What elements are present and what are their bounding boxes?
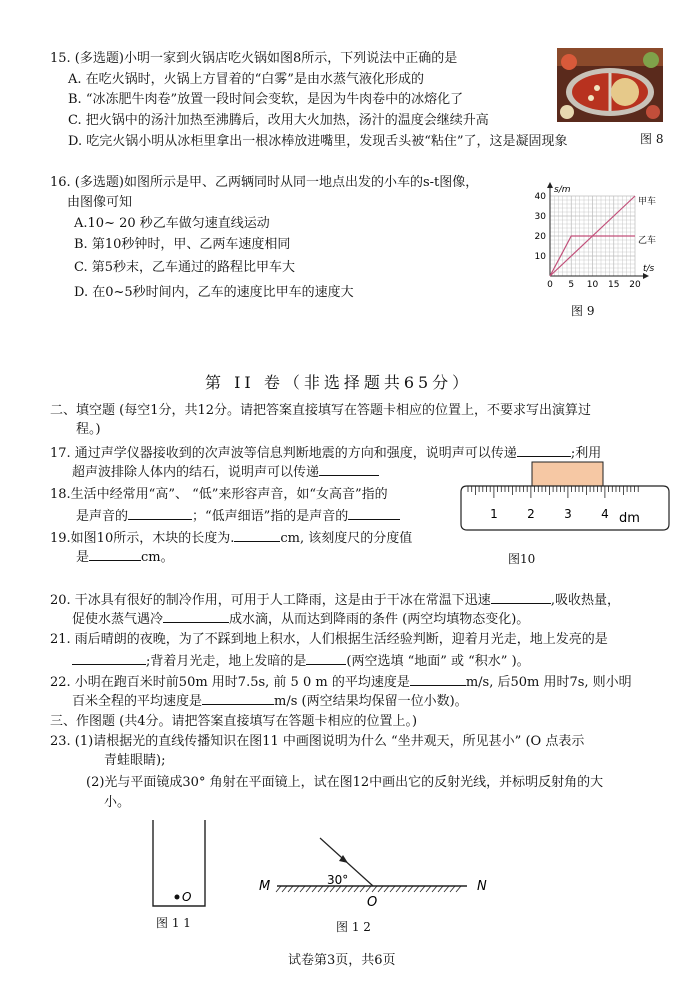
- hatch-line: [396, 886, 401, 892]
- q22-text-2b: m/s (两空结果均保留一位小数)。: [274, 694, 468, 709]
- q15-option-c: C. 把火锅中的汤汁加热至沸腾后，改用大火加热，汤汁的温度会继续升高: [68, 113, 489, 128]
- q19-text-1a: 19.如图10所示，木块的长度为.: [50, 531, 235, 546]
- q16-stem-line2: 由图像可知: [67, 195, 133, 210]
- x-tick-label: 10: [586, 280, 599, 290]
- hatch-line: [432, 886, 437, 892]
- q22-blank-1[interactable]: [410, 672, 466, 686]
- x-tick-label: 20: [629, 280, 641, 290]
- q20-blank-2[interactable]: [163, 609, 229, 623]
- q19-line2: [76, 547, 174, 567]
- ruler-figure: [455, 460, 675, 532]
- q19-blank-2[interactable]: [89, 547, 141, 561]
- st-chart: [530, 178, 670, 296]
- q23-sub1-line1: 23. (1)请根据光的直线传播知识在图11 中画图说明为什么 “坐井观天，所见甚小” (O 点表示: [50, 734, 585, 749]
- q23-sub2-line1: (2)光与平面镜成30° 角射在平面镜上，试在图12中画出它的反射光线，并标明反射角的大: [86, 775, 604, 790]
- q16-option-d: D. 在0~5秒时间内，乙车的速度比甲车的速度大: [74, 285, 354, 300]
- hatch-line: [372, 886, 377, 892]
- q21-line2: [72, 651, 530, 671]
- hatch-line: [312, 886, 317, 892]
- q18-text-2b: ；“低声细语”指的是声音的: [192, 509, 349, 524]
- hatch-line: [378, 886, 383, 892]
- y-axis-label: s/m: [554, 185, 571, 195]
- y-tick-label: 10: [534, 252, 546, 262]
- q19-text-2a: 是: [76, 550, 90, 565]
- q21-blank-2[interactable]: [306, 651, 346, 665]
- q17-text-2: 超声波排除人体内的结石，说明声可以传递: [72, 465, 320, 480]
- figure-11-caption: 图 1 1: [156, 916, 191, 930]
- q18-blank-2[interactable]: [348, 506, 400, 520]
- hatch-line: [420, 886, 425, 892]
- q20-text-2a: 促使水蒸气遇冷: [72, 612, 164, 627]
- q19-text-1b: cm, 该刻度尺的分度值: [280, 531, 413, 546]
- q22-line2: [72, 691, 468, 711]
- fig12-m-label: M: [259, 879, 271, 894]
- q20-text-1b: ,吸收热量，: [550, 593, 620, 608]
- q18-blank-1[interactable]: [128, 506, 192, 520]
- fig11-point-label: O: [182, 890, 192, 904]
- q21-text-2a: ;背着月光走，地上发暗的是: [146, 654, 307, 669]
- hatch-line: [366, 886, 371, 892]
- hatch-line: [390, 886, 395, 892]
- q20-text-2b: 成水滴，从而达到降雨的条件 (两空均填物态变化)。: [229, 612, 530, 627]
- q19-blank-1[interactable]: [234, 528, 280, 542]
- q16-option-a: A.10~ 20 秒乙车做匀速直线运动: [74, 216, 270, 231]
- hatch-line: [288, 886, 293, 892]
- hatch-line: [408, 886, 413, 892]
- q22-blank-2[interactable]: [202, 691, 274, 705]
- q15-option-a: A. 在吃火锅时，火锅上方冒着的“白雾”是由水蒸气液化形成的: [68, 72, 424, 87]
- hotpot-photo: [557, 48, 663, 122]
- ruler-num-3: 3: [564, 507, 572, 521]
- q15-option-d: D. 吃完火锅小明从冰柜里拿出一根冰棒放进嘴里，发现舌头被“粘住”了，这是凝固现象: [68, 134, 568, 149]
- hatch-line: [402, 886, 407, 892]
- page-footer: 试卷第3页，共6页: [288, 953, 396, 968]
- hatch-line: [384, 886, 389, 892]
- fig12-n-label: N: [477, 879, 487, 894]
- hatch-line: [360, 886, 365, 892]
- part2-heading-line2: 程。): [76, 422, 101, 437]
- hatch-line: [450, 886, 455, 892]
- q17-line2: [72, 462, 379, 482]
- q21-line1: 21. 雨后晴朗的夜晚，为了不踩到地上积水，人们根据生活经验判断，迎着月光走，地上发亮的是: [50, 632, 608, 647]
- q18-text-2a: 是声音的: [76, 509, 129, 524]
- q22-text-1a: 22. 小明在跑百米时前50m 用时7.5s, 前 5 0 m 的平均速度是: [50, 675, 410, 690]
- ruler-unit: dm: [619, 511, 640, 526]
- hatch-line: [438, 886, 443, 892]
- q22-text-2a: 百米全程的平均速度是: [72, 694, 203, 709]
- hatch-line: [444, 886, 449, 892]
- legend-yi: 乙车: [638, 236, 657, 246]
- figure-9-caption: 图 9: [571, 304, 595, 318]
- part2-heading-line1: 二、填空题 (每空1分，共12分。请把答案直接填写在答题卡相应的位置上，不要求写出演算过: [50, 403, 592, 418]
- q20-blank-1[interactable]: [491, 590, 551, 604]
- legend-jia: 甲车: [638, 197, 657, 207]
- q23-sub1-line2: 青蛙眼睛);: [104, 753, 166, 768]
- q17-text-1: 17. 通过声学仪器接收到的次声波等信息判断地震的方向和强度，说明声可以传递: [50, 446, 517, 461]
- y-tick-label: 40: [534, 192, 546, 202]
- y-tick-label: 20: [534, 232, 546, 242]
- q18-line2: [76, 506, 400, 526]
- q23-sub2-line2: 小。: [104, 795, 131, 810]
- x-tick-label: 15: [608, 280, 620, 290]
- figure-12-caption: 图 1 2: [336, 920, 371, 934]
- wooden-block: [532, 462, 603, 486]
- q20-line2: [72, 609, 529, 629]
- q21-text-2b: (两空选填 “地面” 或 “积水” )。: [346, 654, 530, 669]
- well-walls: [153, 820, 205, 906]
- q22-line1: [50, 672, 632, 692]
- hatch-line: [354, 886, 359, 892]
- hatch-line: [348, 886, 353, 892]
- hatch-line: [282, 886, 287, 892]
- hatch-line: [414, 886, 419, 892]
- hatch-line: [294, 886, 299, 892]
- hatch-line: [426, 886, 431, 892]
- hatch-line: [456, 886, 461, 892]
- hatch-line: [318, 886, 323, 892]
- figure-8-caption: 图 8: [640, 132, 664, 146]
- q15-stem: 15. (多选题)小明一家到火锅店吃火锅如图8所示，下列说法中正确的是: [50, 51, 458, 66]
- q20-text-1a: 20. 干冰具有很好的制冷作用，可用于人工降雨，这是由于干冰在常温下迅速: [50, 593, 491, 608]
- ruler-num-4: 4: [601, 507, 609, 521]
- fig12-angle-label: 30°: [327, 873, 349, 887]
- part3-heading: 三、作图题 (共4分。请把答案直接填写在答题卡相应的位置上。): [50, 714, 418, 729]
- hatch-line: [306, 886, 311, 892]
- q22-text-1b: m/s, 后50m 用时7s, 则小明: [465, 675, 632, 690]
- x-tick-label: 0: [547, 280, 553, 290]
- q20-line1: [50, 590, 620, 610]
- y-axis-arrow: [547, 182, 553, 188]
- q16-option-b: B. 第10秒钟时，甲、乙两车速度相同: [74, 237, 291, 252]
- section-2-heading: 第 II 卷（非选择题共65分）: [205, 373, 473, 392]
- well-figure: [145, 820, 215, 910]
- q17-blank-1[interactable]: [517, 443, 571, 457]
- q19-text-2b: cm。: [141, 550, 174, 565]
- q16-option-c: C. 第5秒末，乙车通过的路程比甲车大: [74, 260, 296, 275]
- y-tick-label: 30: [534, 212, 546, 222]
- mirror-hatching: [276, 886, 461, 892]
- frog-eye-point: [175, 895, 180, 900]
- q17-blank-2[interactable]: [319, 462, 379, 476]
- x-axis-label: t/s: [643, 264, 655, 274]
- mirror-figure: [255, 830, 505, 910]
- q16-stem-line1: 16. (多选题)如图所示是甲、乙两辆同时从同一地点出发的小车的s-t图像，: [50, 175, 479, 190]
- x-tick-label: 5: [568, 280, 575, 290]
- q15-option-b: B. “冰冻肥牛肉卷”放置一段时间会变软，是因为牛肉卷中的冰熔化了: [68, 92, 464, 107]
- ruler-num-2: 2: [527, 507, 535, 521]
- q18-line1: 18.生活中经常用“高”、 “低”来形容声音，如“女高音”指的: [50, 487, 388, 502]
- q17-text-1-end: ;利用: [570, 446, 602, 461]
- figure-10-caption: 图10: [508, 552, 536, 566]
- q21-blank-1[interactable]: [72, 651, 146, 665]
- hatch-line: [276, 886, 281, 892]
- ruler-num-1: 1: [490, 507, 498, 521]
- hatch-line: [300, 886, 305, 892]
- fig12-point-label: O: [367, 895, 378, 910]
- q19-line1: [50, 528, 412, 548]
